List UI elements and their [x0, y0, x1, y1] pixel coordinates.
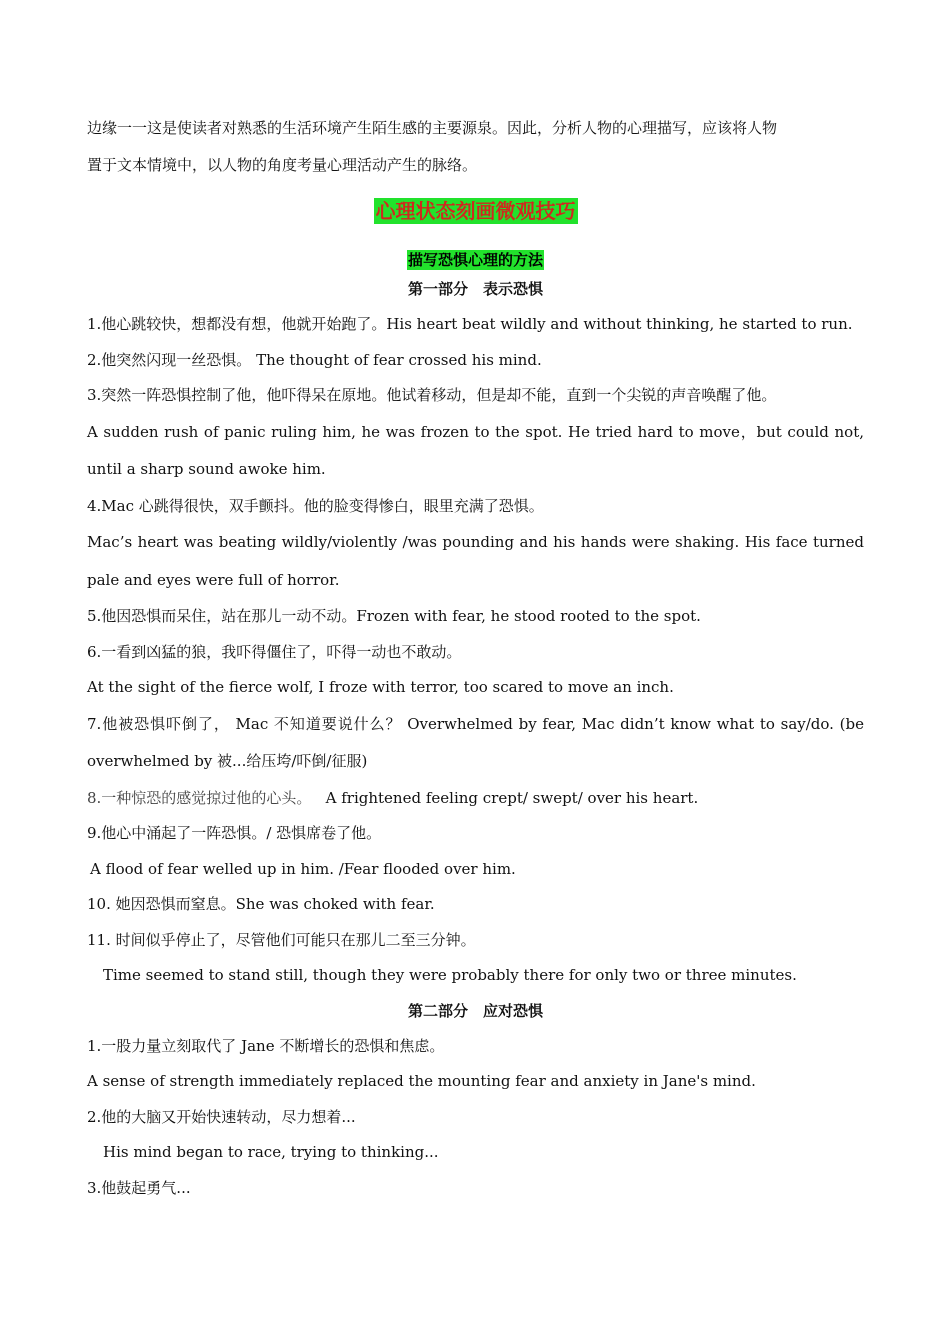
part1-item: 7.他被恐惧吓倒了， Mac 不知道要说什么？ Overwhelmed by fear, Mac didn’t know what to say/do. (be overwhelmed by 被...给压垮/吓倒/征服) — [87, 714, 864, 770]
document-page — [87, 110, 864, 1206]
part1-item: Time seemed to stand still, though they were probably there for only two or three minutes. — [103, 966, 797, 984]
part2-item: A sense of strength immediately replaced the mounting fear and anxiety in Jane's mind. — [87, 1072, 756, 1090]
part1-item: 1.他心跳较快，想都没有想，他就开始跑了。His heart beat wildly and without thinking, he started to run. — [87, 315, 853, 333]
part1-item-8 — [87, 781, 864, 817]
main-title-wrap — [87, 198, 864, 234]
part1-item: 3.突然一阵恐惧控制了他，他吓得呆在原地。他试着移动，但是却不能，直到一个尖锐的声音唤醒了他。 — [87, 386, 777, 404]
intro-line-2: 置于文本情境中，以人物的角度考量心理活动产生的脉络。 — [87, 156, 478, 174]
part1-heading: 第一部分 表示恐惧 — [407, 280, 543, 298]
part1-item: 11. 时间似乎停止了，尽管他们可能只在那儿二至三分钟。 — [87, 930, 476, 949]
part2-item: His mind began to race, trying to thinking... — [103, 1143, 439, 1161]
part1-item-8-zh: 8.一种惊恐的感觉掠过他的心头。 — [87, 788, 312, 807]
part2-item: 2.他的大脑又开始快速转动，尽力想着... — [87, 1107, 356, 1126]
part1-item-8-en: A frightened feeling crept/ swept/ over his heart. — [325, 788, 699, 807]
part2-item: 3.他鼓起勇气... — [87, 1178, 191, 1197]
part1-item: 9.他心中涌起了一阵恐惧。/ 恐惧席卷了他。 — [87, 824, 382, 842]
part1-item: 10. 她因恐惧而窒息。She was choked with fear. — [87, 895, 435, 913]
part1-item: A sudden rush of panic ruling him, he was frozen to the spot. He tried hard to move，but could not, until a sharp sound awoke him. — [87, 422, 864, 478]
main-title: 心理状态刻画微观技巧 — [375, 199, 576, 223]
part2-item: 1.一股力量立刻取代了 Jane 不断增长的恐惧和焦虑。 — [87, 1036, 445, 1055]
part1-item: Mac’s heart was beating wildly/violently /was pounding and his hands were shaking. His face turned pale and eyes were full of horror. — [87, 533, 864, 589]
sub-title: 描写恐惧心理的方法 — [407, 251, 543, 269]
part1-item: 6.一看到凶猛的狼，我吓得僵住了，吓得一动也不敢动。 — [87, 642, 462, 661]
intro-paragraph — [87, 110, 864, 184]
part1-item: 4.Mac 心跳得很快，双手颤抖。他的脸变得惨白，眼里充满了恐惧。 — [87, 496, 544, 515]
part1-item: At the sight of the fierce wolf, I froze with terror, too scared to move an inch. — [87, 678, 674, 696]
part1-item: 5.他因恐惧而呆住，站在那儿一动不动。Frozen with fear, he stood rooted to the spot. — [87, 607, 701, 625]
part1-item: A flood of fear welled up in him. /Fear flooded over him. — [90, 859, 516, 878]
part2-heading: 第二部分 应对恐惧 — [407, 1001, 543, 1020]
sub-title-wrap — [87, 250, 864, 272]
intro-line-1: 边缘一一这是使读者对熟悉的生活环境产生陌生感的主要源泉。因此，分析人物的心理描写，应该将人物 — [87, 119, 778, 137]
part1-item: 2.他突然闪现一丝恐惧。 The thought of fear crossed his mind. — [87, 350, 542, 369]
